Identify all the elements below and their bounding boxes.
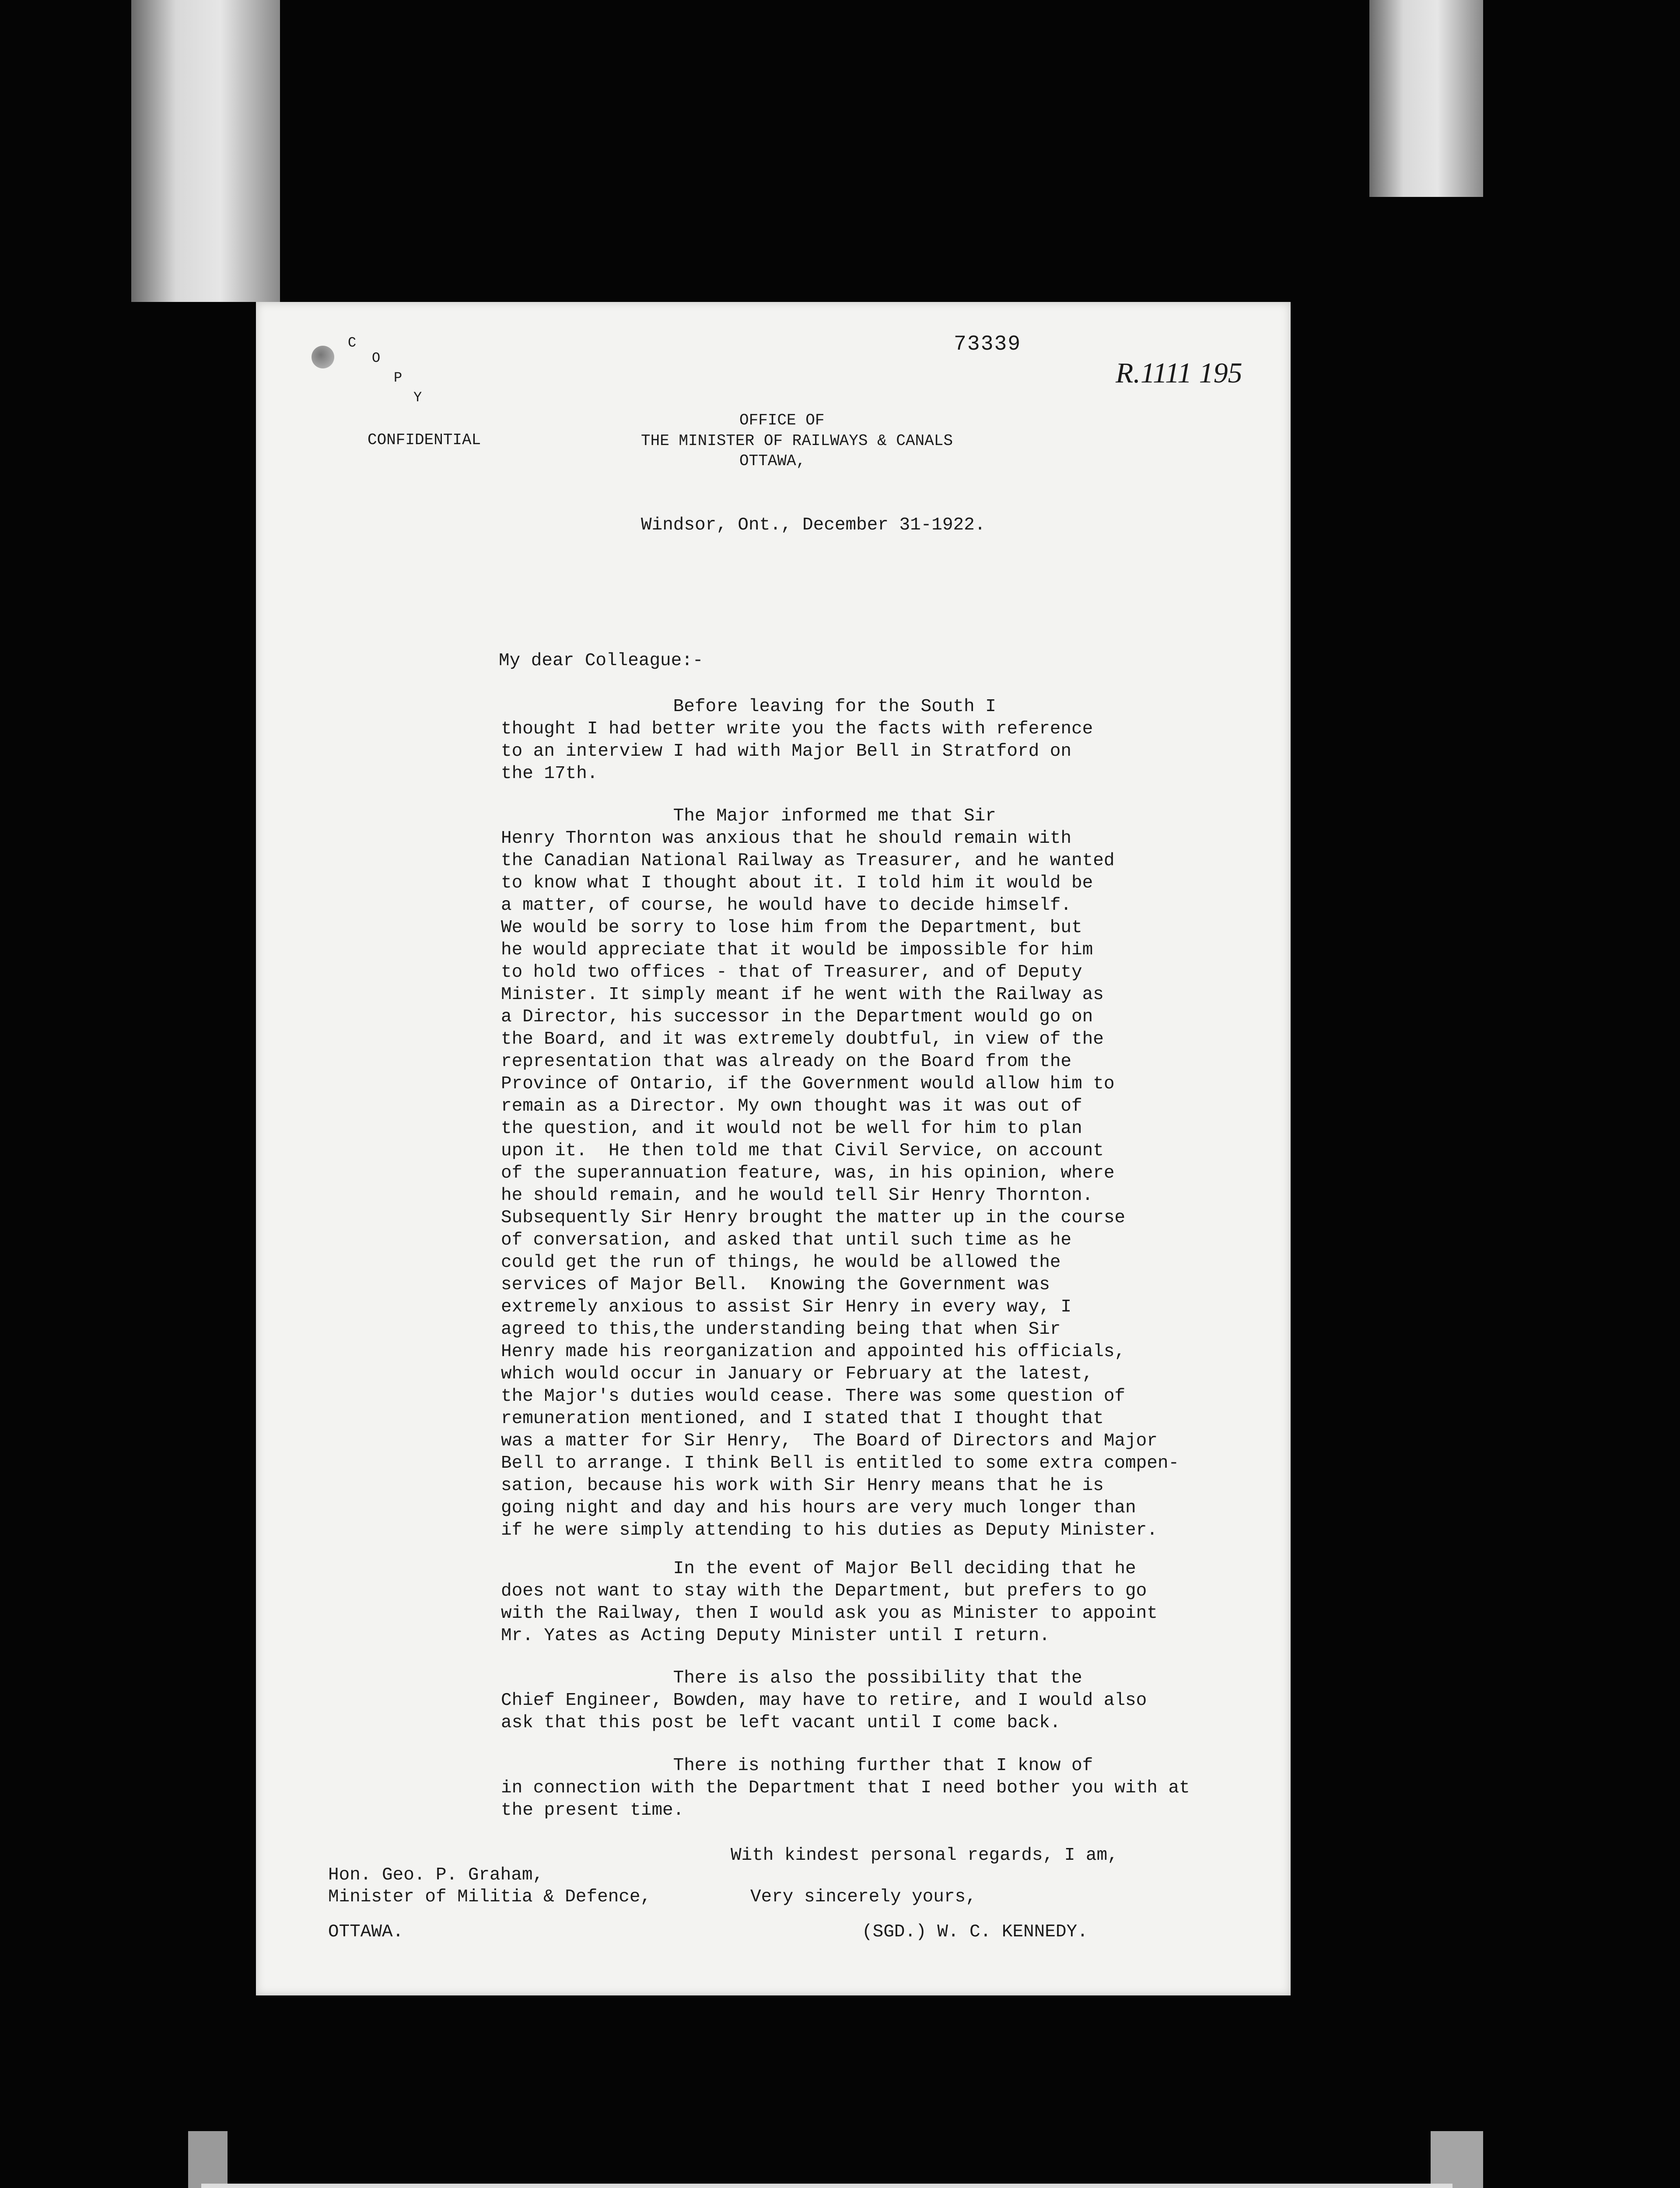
office-line: OTTAWA, [739,452,806,470]
letter-paragraph-2: The Major informed me that Sir Henry Thornton was anxious that he should remain with the Canadian National Railway as Treasurer, and he wanted to know what I thought about it. I told him it would be a matter, of course, he would have to decide himself. We would be sorry to lose him from the Department, but he would appreciate that it would be impossible for him to hold two offices - that of Treasurer, and of Deputy Minister. It simply meant if he went with the Railway as a Director, his successor in the Department would go on the Board, and it was extremely doubtful, in view of the representation that was already on the Board from the Province of Ontario, if the Government would allow him to remain as a Director. My own thought was it was out of the question, and it would not be well for him to plan upon it. He then told me that Civil Service, on account of the superannuation feature, was, in his opinion, where he should remain, and he would tell Sir Henry Thornton. Subsequently Sir Henry brought the matter up in the course of conversation, and asked that until such time as he could get the run of things, he would be allowed the services of Major Bell. Knowing the Government was extremely anxious to assist Sir Henry in every way, I agreed to this,the understanding being that when Sir Henry made his reorganization and appointed his officials, which would occur in January or February at the latest, the Major's duties would cease. There was some question of remuneration mentioned, and I stated that I thought that was a matter for Sir Henry, The Board of Directors and Major Bell to arrange. I think Bell is entitled to some extra compen- sation, because his work with Sir Henry means that he is going night and day and his hours are very much longer than if he were simply attending to his duties as Deputy Minister. [501,806,1180,1540]
dateline: Windsor, Ont., December 31-1922. [641,515,986,535]
letter-paragraph-5: There is nothing further that I know of in connection with the Department that I need bother you with at the present time. [501,1756,1190,1820]
page-reference: R.1111 195 [1116,357,1242,389]
addressee-line: OTTAWA. [328,1922,404,1942]
copy-stamp-letter: C [348,335,357,351]
letter-sheet [256,302,1291,1995]
copy-stamp-letter: Y [413,389,422,406]
signature: (SGD.) W. C. KENNEDY. [862,1922,1088,1942]
office-line: THE MINISTER OF RAILWAYS & CANALS [641,432,953,450]
file-number: 73339 [954,333,1022,356]
copy-stamp-letter: P [394,370,402,386]
confidential-label: CONFIDENTIAL [368,431,481,449]
closing: Very sincerely yours, [750,1887,976,1907]
archive-label [201,2184,1452,2188]
label-tape-left [188,2131,228,2188]
letter-paragraph-4: There is also the possibility that the Chief Engineer, Bowden, may have to retire, and I would also ask that this post be left vacant until I come back. [501,1668,1147,1733]
letter-paragraph-3: In the event of Major Bell deciding that he does not want to stay with the Department, but prefers to go with the Railway, then I would ask you as Minister to appoint Mr. Yates as Acting Deputy Minister until I return. [501,1559,1158,1646]
punch-hole-icon [312,346,334,368]
mounting-tape-left [131,0,280,302]
addressee-line: Hon. Geo. P. Graham, [328,1865,544,1885]
office-line: OFFICE OF [739,411,825,429]
addressee-line: Minister of Militia & Defence, [328,1887,651,1907]
mounting-tape-right [1369,0,1483,197]
closing-regards: With kindest personal regards, I am, [731,1845,1118,1865]
label-tape-right [1431,2131,1483,2188]
copy-stamp-letter: O [372,350,381,366]
letter-paragraph-1: Before leaving for the South I thought I had better write you the facts with reference to an interview I had with Major Bell in Stratford on the 17th. [501,697,1093,784]
salutation: My dear Colleague:- [499,651,704,671]
